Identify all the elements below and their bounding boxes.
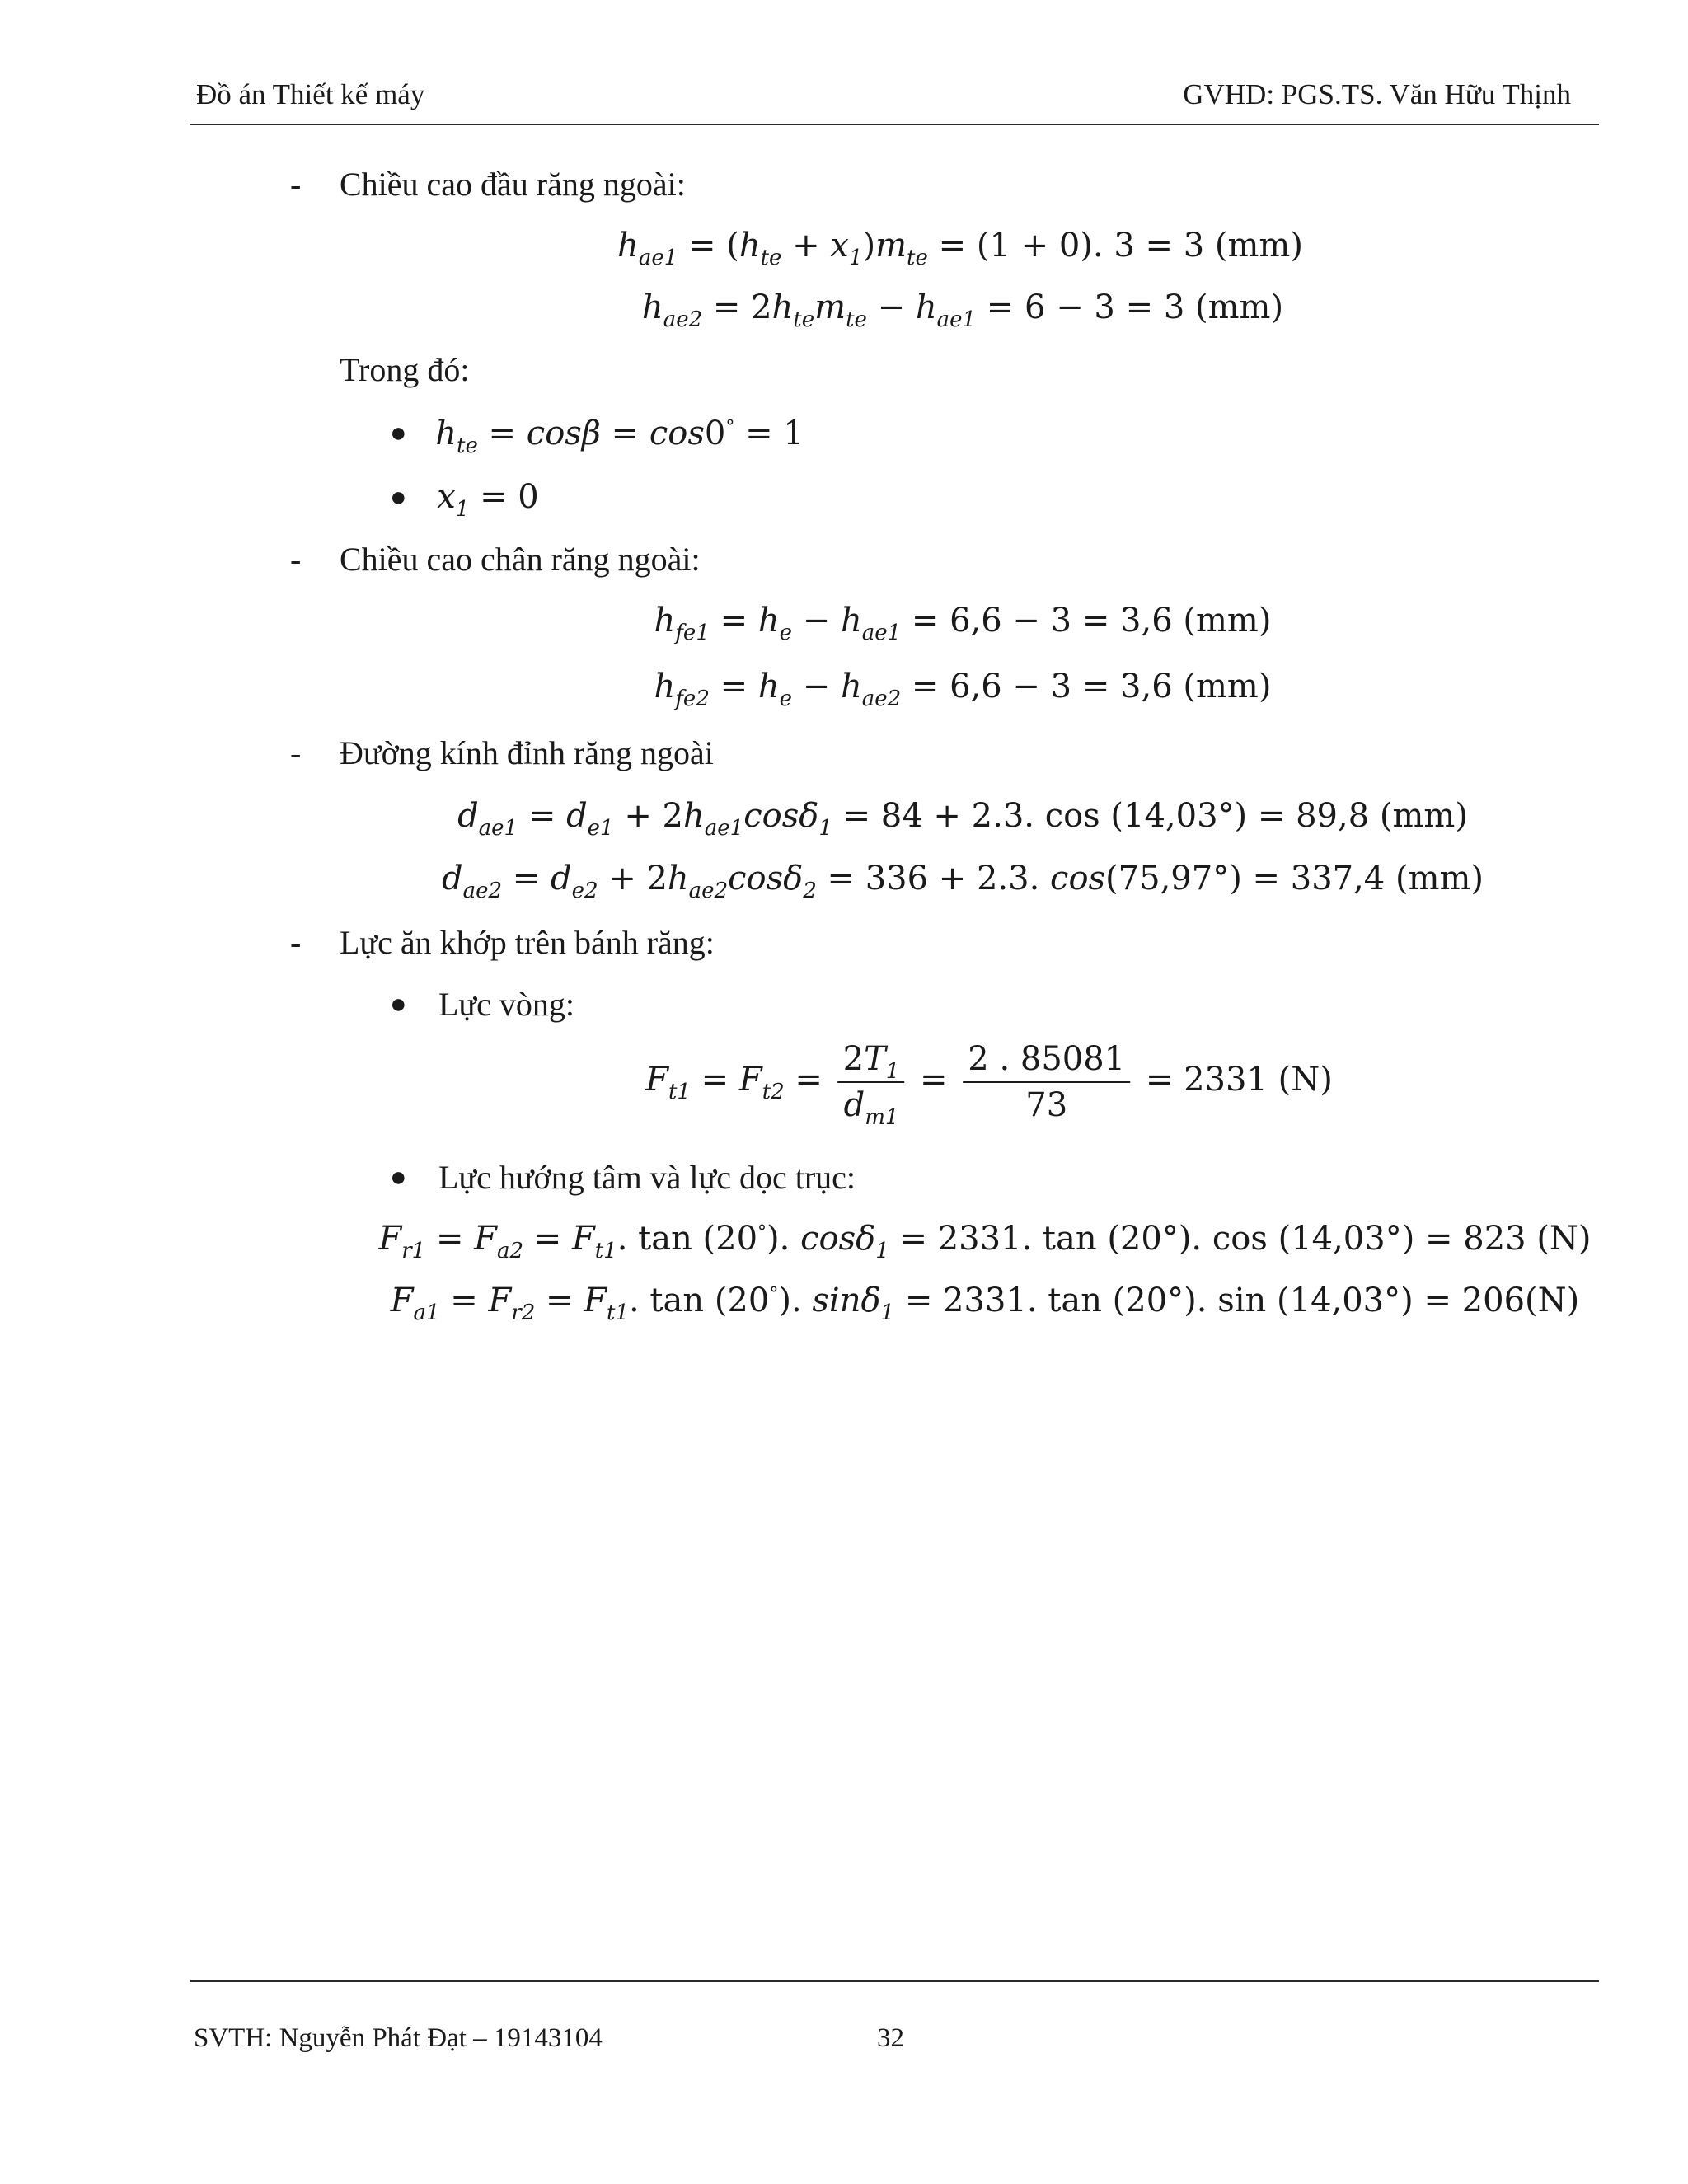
ft-value: = 2331 (N): [1145, 1061, 1333, 1099]
ft-numerator: 2 . 85081: [963, 1040, 1130, 1083]
list-dash: -: [290, 166, 302, 203]
equation-hfe1: $h_{fe1} = h_e - h_{ae1} = 6,6 - 3 = 3,6$ (mm): [654, 602, 1272, 645]
list-dash: -: [290, 924, 302, 961]
radial-axial-label: Lực hướng tâm và lực dọc trục:: [438, 1159, 856, 1196]
fraction-2t1-dm1: $\frac{2T_1}{d_{m1}}$: [838, 1040, 905, 1124]
bullet: ●: [390, 989, 407, 1019]
ft-denominator: 73: [1025, 1086, 1068, 1124]
equation-dae1: $d_{ae1} = d_{e1} + 2h_{ae1}\cos\delta_1 = 84 + 2.3$. cos (14,03°) = 89,8 (mm): [457, 797, 1468, 841]
equation-fr1: $F_{r1} = F_{a2} = F_{t1}$. tan (20°). cosδ$_1$ = 2331. tan (20°). cos (14,03°) = 823 (N): [378, 1220, 1592, 1263]
where-label: Trong đó:: [340, 351, 470, 388]
bullet: ●: [390, 482, 407, 513]
equation-ft: $F_{t1} = F_{t2}$ = $\frac{2T_1}{d_{m1}}$ = $\frac{2 . 85081}{73}$ = 2331 (N): [645, 1040, 1333, 1130]
list-dash: -: [290, 734, 302, 771]
equation-hae1: $h_{ae1} = (h_{te} + x_1)m_{te} = (1 + 0)$. 3 = 3 (mm): [617, 227, 1303, 270]
dae2-value: = 336 + 2.3.: [827, 860, 1040, 898]
hfe2-value: = 6,6 − 3 = 3,6 (mm): [911, 668, 1272, 705]
footer-student: SVTH: Nguyễn Phát Đạt – 19143104: [194, 2023, 603, 2053]
header-rule: [190, 124, 1599, 125]
equation-fa1: $F_{a1} = F_{r2} = F_{t1}$. tan (20°). sinδ$_1$ = 2331. tan (20°). sin (14,03°) = 206(N): [390, 1282, 1580, 1325]
page-number: 32: [877, 2023, 904, 2053]
forces-title: Lực ăn khớp trên bánh răng:: [340, 924, 715, 961]
bullet: ●: [390, 1162, 407, 1193]
equation-hfe2: $h_{fe2} = h_e - h_{ae2} = 6,6 - 3 = 3,6$ (mm): [654, 668, 1272, 711]
hae2-value: = 6 − 3 = 3 (mm): [986, 288, 1284, 326]
tangential-label: Lực vòng:: [438, 986, 574, 1023]
fa1-value: = 2331. tan (20°). sin (14,03°) = 206(N): [904, 1282, 1580, 1319]
fr1-value: = 2331. tan (20°). cos (14,03°) = 823 (N): [899, 1220, 1592, 1258]
dae2-value-tail: (75,97°) = 337,4 (mm): [1105, 860, 1484, 898]
fraction-numeric: [963, 1040, 1130, 1124]
header-instructor: GVHD: PGS.TS. Văn Hữu Thịnh: [1183, 78, 1571, 110]
footer-rule: [190, 1980, 1599, 1982]
list-dash: -: [290, 541, 302, 578]
equation-hae2: $h_{ae2} = 2h_{te}m_{te} - h_{ae1} = 6 - 3 = 3$ (mm): [641, 288, 1284, 332]
header-title: Đồ án Thiết kế máy: [196, 78, 425, 110]
hfe1-value: = 6,6 − 3 = 3,6 (mm): [911, 602, 1272, 640]
equation-dae2: $d_{ae2} = d_{e2} + 2h_{ae2}\cos\delta_2 = 336 + 2.3$. cos(75,97°) = 337,4 (mm): [441, 860, 1484, 903]
hae1-value: = (1 + 0). 3 = 3 (mm): [938, 227, 1303, 265]
equation-hte: $h_{te} = \cos\beta = \cos 0^\circ = 1$: [435, 415, 804, 458]
addendum-title: Chiều cao đầu răng ngoài:: [340, 166, 686, 203]
x1-value: = 0: [480, 478, 539, 516]
dedendum-title: Chiều cao chân răng ngoài:: [340, 541, 701, 578]
dae1-value: = 84 + 2.3. cos (14,03°) = 89,8 (mm): [842, 797, 1468, 835]
hte-value: = 1: [745, 415, 804, 452]
tip-diameter-title: Đường kính đỉnh răng ngoài: [340, 734, 714, 771]
bullet: ●: [390, 418, 407, 448]
equation-x1: $x_1 = 0$: [437, 478, 539, 522]
